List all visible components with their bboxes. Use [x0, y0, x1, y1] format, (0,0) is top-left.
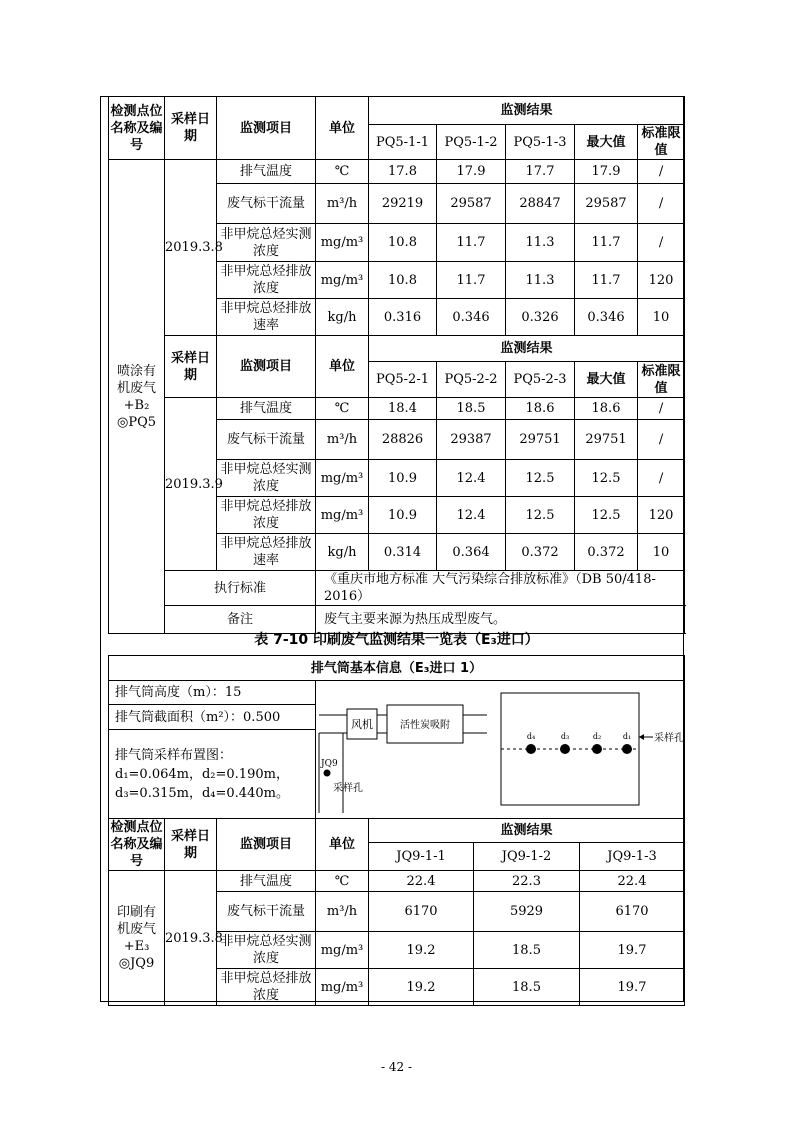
item: 废气标干流量 — [217, 420, 316, 460]
item: 排气温度 — [217, 160, 316, 184]
header-point-name: 检测点位名称及编号 — [109, 97, 165, 160]
stack-area: 排气筒截面积（m²）：0.500 — [109, 705, 316, 730]
point-label-line: 机废气 — [116, 380, 156, 396]
point-label-line: +E₃ — [123, 939, 150, 954]
item: 废气标干流量 — [217, 892, 316, 932]
max-value: 29751 — [575, 420, 638, 460]
value: 0.372 — [506, 534, 575, 571]
layout-description — [109, 730, 316, 819]
max-value: 12.5 — [575, 460, 638, 497]
sampling-point-d3 — [560, 744, 570, 754]
stack-height: 排气筒高度（m）：15 — [109, 681, 316, 705]
sample-id: JQ9-1-1 — [369, 843, 474, 871]
limit-value: 10 — [638, 534, 685, 571]
unit: mg/m³ — [316, 497, 369, 534]
max-value: 29587 — [575, 184, 638, 224]
value: 12.5 — [506, 497, 575, 534]
point-label — [109, 160, 165, 634]
header-results: 监测结果 — [369, 336, 685, 362]
max-value: 11.7 — [575, 224, 638, 262]
table-caption: 表 7-10 印刷废气监测结果一览表（E₃进口） — [254, 632, 539, 648]
pq5-results-table — [108, 96, 685, 634]
header-unit: 单位 — [316, 97, 369, 160]
item: 非甲烷总烃排放速率 — [217, 299, 316, 336]
value: 29219 — [369, 184, 437, 224]
point-label-line: +B₂ — [123, 397, 150, 413]
unit: mg/m³ — [316, 460, 369, 497]
value: 17.7 — [506, 160, 575, 184]
value: 17.8 — [369, 160, 437, 184]
sample-id: PQ5-1-2 — [437, 125, 506, 160]
value: 0.364 — [437, 534, 506, 571]
sample-id: PQ5-1-1 — [369, 125, 437, 160]
unit: mg/m³ — [316, 969, 369, 1006]
point-label-line: ◎JQ9 — [118, 956, 155, 971]
header-unit: 单位 — [316, 336, 369, 398]
value: 18.4 — [369, 398, 437, 420]
max-value: 17.9 — [575, 160, 638, 184]
sample-date: 2019.3.8 — [165, 160, 217, 336]
max-value: 12.5 — [575, 497, 638, 534]
header-unit: 单位 — [316, 819, 369, 871]
value: 0.326 — [506, 299, 575, 336]
sample-id: PQ5-2-1 — [369, 362, 437, 398]
port-label: 采样孔 — [333, 783, 363, 794]
value: 10.8 — [369, 224, 437, 262]
value: 5929 — [474, 892, 580, 932]
value: 12.5 — [506, 460, 575, 497]
sample-date: 2019.3.9 — [165, 398, 217, 571]
item: 废气标干流量 — [217, 184, 316, 224]
value: 10.8 — [369, 262, 437, 299]
standard-label: 执行标准 — [165, 571, 316, 606]
value: 0.346 — [437, 299, 506, 336]
limit-value: / — [638, 398, 685, 420]
header-max: 最大值 — [575, 125, 638, 160]
value: 28847 — [506, 184, 575, 224]
value: 17.9 — [437, 160, 506, 184]
hole-label: 采样孔 — [654, 733, 684, 744]
sample-date: 2019.3.8 — [165, 871, 217, 1006]
sample-id: JQ9-1-2 — [474, 843, 580, 871]
value: 19.2 — [369, 932, 474, 969]
arrow-icon — [639, 734, 644, 740]
limit-value: / — [638, 160, 685, 184]
note-label: 备注 — [165, 606, 316, 634]
item: 非甲烷总烃实测浓度 — [217, 460, 316, 497]
value: 22.4 — [369, 871, 474, 892]
sampling-diagram-cell — [316, 681, 685, 819]
value: 6170 — [369, 892, 474, 932]
value: 18.5 — [474, 932, 580, 969]
value: 22.4 — [580, 871, 685, 892]
sampling-point-d1 — [622, 744, 632, 754]
note-value: 废气主要来源为热压成型废气。 — [316, 606, 685, 634]
value: 11.7 — [437, 262, 506, 299]
sampling-diagram — [317, 681, 683, 813]
table-row — [109, 398, 685, 420]
sample-id: PQ5-2-2 — [437, 362, 506, 398]
max-value: 11.7 — [575, 262, 638, 299]
item: 非甲烷总烃实测浓度 — [217, 932, 316, 969]
table-row — [109, 871, 685, 892]
d4-label: d₄ — [526, 732, 536, 741]
sampling-point-d2 — [592, 744, 602, 754]
unit: ℃ — [316, 871, 369, 892]
stack-info-title: 排气筒基本信息（E₃进口 1） — [109, 656, 685, 681]
fan-label: 风机 — [351, 718, 373, 731]
value: 18.5 — [437, 398, 506, 420]
max-value: 18.6 — [575, 398, 638, 420]
sample-id: PQ5-2-3 — [506, 362, 575, 398]
item: 排气温度 — [217, 398, 316, 420]
header-sample-date: 采样日期 — [165, 819, 217, 871]
limit-value: / — [638, 224, 685, 262]
header-results: 监测结果 — [369, 97, 685, 125]
sampling-port-dot — [324, 770, 331, 777]
header-item: 监测项目 — [217, 336, 316, 398]
d1-label: d₁ — [622, 732, 632, 741]
max-value: 0.346 — [575, 299, 638, 336]
value: 0.316 — [369, 299, 437, 336]
point-label-line: 喷涂有 — [116, 363, 156, 379]
sampling-point-d4 — [526, 744, 536, 754]
value: 6170 — [580, 892, 685, 932]
limit-value: / — [638, 420, 685, 460]
layout-line: d₃=0.315m，d₄=0.440m。 — [115, 785, 289, 801]
value: 11.3 — [506, 224, 575, 262]
value: 19.7 — [580, 969, 685, 1006]
header-sample-date: 采样日期 — [165, 336, 217, 398]
limit-value: 120 — [638, 262, 685, 299]
value: 29751 — [506, 420, 575, 460]
limit-value: 120 — [638, 497, 685, 534]
header-sample-date: 采样日期 — [165, 97, 217, 160]
layout-title: 排气筒采样布置图： — [115, 747, 233, 763]
unit: m³/h — [316, 420, 369, 460]
jq9-results-table — [108, 655, 685, 1006]
item: 非甲烷总烃排放浓度 — [217, 497, 316, 534]
unit: m³/h — [316, 892, 369, 932]
item: 非甲烷总烃排放浓度 — [217, 969, 316, 1006]
point-label-line: 印刷有 — [116, 905, 156, 920]
header-item: 监测项目 — [217, 819, 316, 871]
header-limit: 标准限值 — [638, 362, 685, 398]
limit-value: 10 — [638, 299, 685, 336]
value: 10.9 — [369, 460, 437, 497]
value: 10.9 — [369, 497, 437, 534]
value: 18.6 — [506, 398, 575, 420]
layout-line: d₁=0.064m，d₂=0.190m， — [115, 766, 289, 782]
value: 11.7 — [437, 224, 506, 262]
limit-value: / — [638, 184, 685, 224]
value: 11.3 — [506, 262, 575, 299]
value: 28826 — [369, 420, 437, 460]
page-number: - 42 - — [380, 1060, 412, 1074]
value: 0.314 — [369, 534, 437, 571]
unit: ℃ — [316, 398, 369, 420]
value: 29387 — [437, 420, 506, 460]
unit: mg/m³ — [316, 262, 369, 299]
sample-id: PQ5-1-3 — [506, 125, 575, 160]
value: 12.4 — [437, 497, 506, 534]
value: 29587 — [437, 184, 506, 224]
limit-value: / — [638, 460, 685, 497]
item: 排气温度 — [217, 871, 316, 892]
value: 12.4 — [437, 460, 506, 497]
header-results: 监测结果 — [369, 819, 685, 843]
value: 22.3 — [474, 871, 580, 892]
carbon-adsorber-label: 活性炭吸附 — [400, 720, 450, 731]
value: 18.5 — [474, 969, 580, 1006]
unit: mg/m³ — [316, 224, 369, 262]
header-point-name: 检测点位名称及编号 — [110, 820, 163, 869]
point-label-line: 机废气 — [116, 922, 156, 937]
unit: kg/h — [316, 299, 369, 336]
unit: m³/h — [316, 184, 369, 224]
unit: mg/m³ — [316, 932, 369, 969]
item: 非甲烷总烃实测浓度 — [217, 224, 316, 262]
point-label-line: ◎PQ5 — [116, 414, 157, 430]
header-max: 最大值 — [575, 362, 638, 398]
table-row — [109, 160, 685, 184]
item: 非甲烷总烃排放速率 — [217, 534, 316, 571]
value: 19.7 — [580, 932, 685, 969]
unit: ℃ — [316, 160, 369, 184]
d3-label: d₃ — [560, 732, 570, 741]
max-value: 0.372 — [575, 534, 638, 571]
value: 19.2 — [369, 969, 474, 1006]
port-id-label: JQ9 — [321, 759, 338, 769]
header-limit: 标准限值 — [638, 125, 685, 160]
unit: kg/h — [316, 534, 369, 571]
d2-label: d₂ — [592, 732, 602, 741]
header-item: 监测项目 — [217, 97, 316, 160]
point-label — [109, 871, 165, 1006]
standard-value: 《重庆市地方标准 大气污染综合排放标准》（DB 50/418-2016） — [316, 571, 685, 606]
sample-id: JQ9-1-3 — [580, 843, 685, 871]
item: 非甲烷总烃排放浓度 — [217, 262, 316, 299]
